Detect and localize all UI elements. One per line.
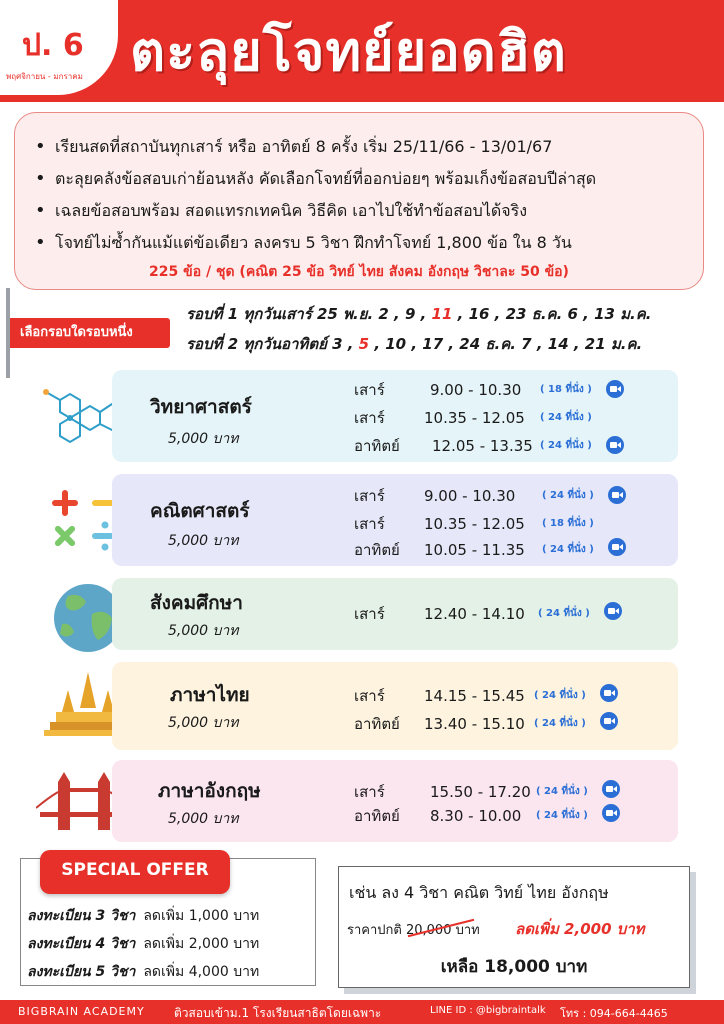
schedule-day: เสาร์ [354, 409, 385, 427]
schedule-day: อาทิตย์ [354, 437, 400, 455]
special-offer-title: SPECIAL OFFER [61, 860, 209, 880]
info-bullet: • เรียนสดที่สถาบันทุกเสาร์ หรือ อาทิตย์ 8 ครั้ง เริ่ม 25/11/66 - 13/01/67 [35, 131, 596, 163]
schedule-row [354, 780, 531, 804]
schedule-day: อาทิตย์ [354, 715, 400, 733]
schedule-time: 9.00 - 10.30 [430, 381, 522, 399]
offer-line [27, 905, 259, 927]
seat-count: ( 24 ที่นั่ง ) [542, 490, 594, 501]
footer-phone: โทร : 094-664-4465 [560, 1007, 668, 1020]
round-select-label: เลือกรอบใดรอบหนึ่ง [10, 318, 170, 348]
schedule-day: เสาร์ [354, 515, 385, 533]
schedule-row [354, 538, 525, 562]
schedule-row [354, 378, 521, 402]
final-price: เหลือ 18,000 บาท [440, 957, 588, 977]
round-2-dates [186, 332, 642, 356]
schedule-row [354, 602, 525, 626]
subject-name: ภาษาอังกฤษ [158, 780, 261, 802]
offer-line [27, 933, 259, 955]
special-offer-tab [40, 850, 230, 894]
subject-name: คณิตศาสตร์ [150, 500, 250, 522]
subject-name: วิทยาศาสตร์ [150, 396, 252, 418]
subject-card-thai [112, 662, 678, 750]
video-camera-icon [602, 780, 620, 798]
schedule-row [354, 684, 525, 708]
offer-reg: ลงทะเบียน 4 วิชา [27, 936, 136, 952]
seat-count: ( 24 ที่นั่ง ) [536, 786, 588, 797]
schedule-day: เสาร์ [354, 605, 385, 623]
schedule-time: 10.35 - 12.05 [424, 515, 525, 533]
schedule-day: อาทิตย์ [354, 541, 400, 559]
subject-card-social [112, 578, 678, 650]
subject-price: 5,000 บาท [168, 533, 239, 549]
example-price-box [338, 866, 690, 988]
seat-count: ( 18 ที่นั่ง ) [540, 384, 592, 395]
info-bullet: • เฉลยข้อสอบพร้อม สอดแทรกเทคนิค วิธีคิด เอาไปใช้ทำข้อสอบได้จริง [35, 195, 596, 227]
subject-card-science [112, 370, 678, 462]
page-title: ตะลุยโจทย์ยอดฮิต [130, 20, 567, 83]
round-1-dates [186, 302, 651, 326]
subject-price: 5,000 บาท [168, 431, 239, 447]
schedule-time: 10.05 - 11.35 [424, 541, 525, 559]
subject-price: 5,000 บาท [168, 811, 239, 827]
round-1-text-b: , 16 , 23 ธ.ค. 6 , 13 ม.ค. [452, 305, 652, 323]
schedule-time: 14.15 - 15.45 [424, 687, 525, 705]
round-2-highlight: 5 [358, 335, 370, 353]
subject-name: ภาษาไทย [170, 684, 250, 706]
video-camera-icon [608, 486, 626, 504]
video-camera-icon [600, 684, 618, 702]
round-2-text-a: รอบที่ 2 ทุกวันอาทิตย์ 3 , [186, 335, 359, 353]
seat-count: ( 24 ที่นั่ง ) [534, 690, 586, 701]
seat-count: ( 24 ที่นั่ง ) [540, 412, 592, 423]
footer-bar [0, 1000, 724, 1024]
schedule-time: 8.30 - 10.00 [430, 807, 522, 825]
video-camera-icon [606, 436, 624, 454]
seat-count: ( 24 ที่นั่ง ) [538, 608, 590, 619]
grade-label: ป. 6 [22, 28, 84, 63]
schedule-row [354, 804, 521, 828]
video-camera-icon [602, 804, 620, 822]
round-1-text-a: รอบที่ 1 ทุกวันเสาร์ 25 พ.ย. 2 , 9 , [186, 305, 432, 323]
schedule-time: 15.50 - 17.20 [430, 783, 531, 801]
subject-name: สังคมศึกษา [150, 592, 243, 614]
schedule-time: 12.05 - 13.35 [432, 437, 533, 455]
schedule-day: เสาร์ [354, 783, 385, 801]
schedule-time: 9.00 - 10.30 [424, 487, 516, 505]
schedule-day: อาทิตย์ [354, 807, 400, 825]
schedule-time: 12.40 - 14.10 [424, 605, 525, 623]
offer-line [27, 961, 259, 983]
seat-count: ( 24 ที่นั่ง ) [542, 544, 594, 555]
info-bullets [35, 131, 596, 259]
period-label: พฤศจิกายน - มกราคม [6, 72, 83, 81]
subject-card-math [112, 474, 678, 566]
subject-price: 5,000 บาท [168, 623, 239, 639]
grade-badge [0, 0, 118, 95]
offer-reg: ลงทะเบียน 5 วิชา [27, 964, 136, 980]
video-camera-icon [600, 712, 618, 730]
video-camera-icon [604, 602, 622, 620]
example-discount: ลดเพิ่ม 2,000 บาท [515, 920, 645, 938]
offer-discount: ลดเพิ่ม 2,000 บาท [143, 936, 260, 952]
schedule-day: เสาร์ [354, 487, 385, 505]
video-camera-icon [606, 380, 624, 398]
footer-brand: BIGBRAIN ACADEMY [18, 1005, 145, 1018]
subject-price: 5,000 บาท [168, 715, 239, 731]
seat-count: ( 24 ที่นั่ง ) [540, 440, 592, 451]
schedule-day: เสาร์ [354, 687, 385, 705]
schedule-row [354, 512, 525, 536]
info-bullet: • โจทย์ไม่ซ้ำกันแม้แต่ข้อเดียว ลงครบ 5 วิชา ฝึกทำโจทย์ 1,800 ข้อ ใน 8 วัน [35, 227, 596, 259]
offer-reg: ลงทะเบียน 3 วิชา [27, 908, 136, 924]
question-count: 225 ข้อ / ชุด (คณิต 25 ข้อ วิทย์ ไทย สังคม อังกฤษ วิชาละ 50 ข้อ) [149, 264, 569, 280]
round-2-text-b: , 10 , 17 , 24 ธ.ค. 7 , 14 , 21 ม.ค. [369, 335, 643, 353]
seat-count: ( 18 ที่นั่ง ) [542, 518, 594, 529]
video-camera-icon [608, 538, 626, 556]
subject-card-english [112, 760, 678, 842]
schedule-row [354, 712, 525, 736]
seat-count: ( 24 ที่นั่ง ) [536, 810, 588, 821]
round-1-highlight: 11 [431, 305, 453, 323]
header-banner [0, 0, 724, 102]
example-title: เช่น ลง 4 วิชา คณิต วิทย์ ไทย อังกฤษ [349, 883, 609, 902]
offer-discount: ลดเพิ่ม 4,000 บาท [143, 964, 260, 980]
schedule-row [354, 484, 515, 508]
info-box [14, 112, 704, 290]
schedule-row [354, 406, 525, 430]
footer-tagline: ติวสอบเข้าม.1 โรงเรียนสาธิตโดยเฉพาะ [174, 1006, 382, 1020]
schedule-row [354, 434, 533, 458]
schedule-time: 10.35 - 12.05 [424, 409, 525, 427]
schedule-time: 13.40 - 15.10 [424, 715, 525, 733]
footer-line-id: LINE ID : @bigbraintalk [430, 1005, 546, 1016]
seat-count: ( 24 ที่นั่ง ) [534, 718, 586, 729]
info-bullet: • ตะลุยคลังข้อสอบเก่าย้อนหลัง คัดเลือกโจทย์ที่ออกบ่อยๆ พร้อมเก็งข้อสอบปีล่าสุด [35, 163, 596, 195]
offer-discount: ลดเพิ่ม 1,000 บาท [143, 908, 260, 924]
normal-price: ราคาปกติ 20,000 บาท [347, 923, 480, 938]
schedule-day: เสาร์ [354, 381, 385, 399]
